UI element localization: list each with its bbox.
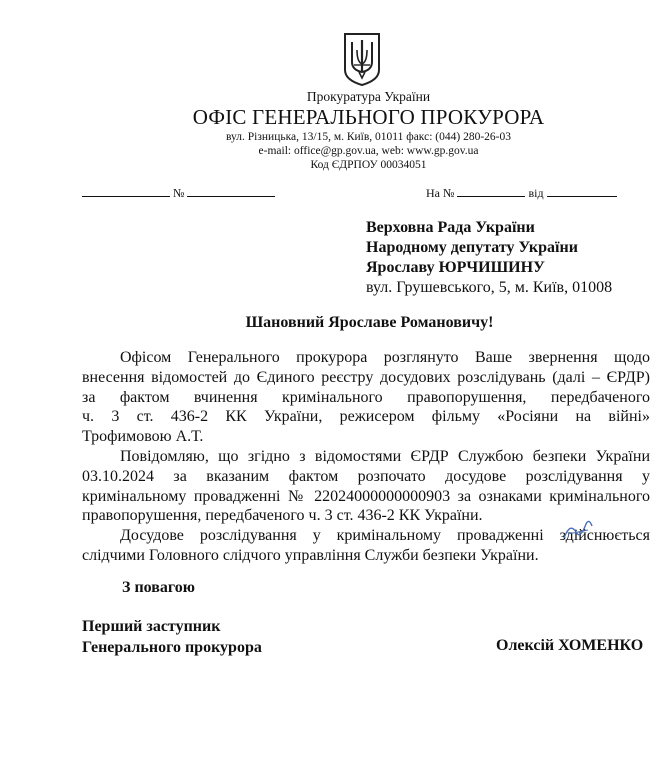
incoming-registration [426,185,617,201]
signer-position-line: Генерального прокурора [82,639,262,656]
paragraph-2 [82,447,650,526]
text-line: кримінальному провадженні № 22024000000000903 за ознаками кримінального [82,487,650,505]
addressee-line: Верховна Рада України [366,219,535,236]
greeting: Шановний Ярославе Романовичу! [245,314,494,331]
reply-prefix: На № [426,186,455,200]
addressee-line: Ярославу ЮРЧИШИНУ [366,259,545,276]
text-line: Трофимовою А.Т. [82,428,204,446]
text-line: Досудове розслідування у кримінальному провадженні здійснюється [120,527,650,545]
closing: З повагою [122,579,195,596]
text-line: внесення відомостей до Єдиного реєстру досудових розслідувань (далі – ЄРДР) [82,368,650,386]
outgoing-registration [82,185,275,201]
org-address: вул. Різницька, 13/15, м. Київ, 01011 факс: (044) 280-26-03 [226,131,511,143]
addressee-address: вул. Грушевського, 5, м. Київ, 01008 [366,279,613,296]
signer-position-line: Перший заступник [82,618,221,635]
org-title: ОФІС ГЕНЕРАЛЬНОГО ПРОКУРОРА [192,105,545,129]
text-line: за фактом вчинення кримінального правопорушення, передбаченого [82,388,650,406]
signer-position [82,616,262,658]
org-edrpou: Код ЄДРПОУ 00034051 [310,159,427,171]
signer-name: Олексій ХОМЕНКО [496,637,644,654]
outgoing-date-blank [82,185,170,197]
org-parent: Прокуратура України [306,89,431,104]
number-sign: № [173,186,185,200]
trident-coat-of-arms-icon [343,32,381,86]
addressee-block [366,218,612,298]
text-line: Повідомляю, що згідно з відомостями ЄРДР Службою безпеки України [120,447,650,465]
outgoing-number-blank [187,185,275,197]
text-line: правопорушення, передбаченого ч. 3 ст. 436-2 КК України. [82,507,483,525]
reply-date-blank [547,185,617,197]
reply-from: від [528,186,544,200]
text-line: ч. 3 ст. 436-2 КК України, режисером фільму «Росіяни на війні» [82,408,650,426]
text-line: Офісом Генерального прокурора розглянуто Ваше звернення щодо [120,349,650,366]
paragraph-1 [82,348,650,447]
text-line: слідчими Головного слідчого управління Служби безпеки України. [82,546,539,564]
org-contacts: e-mail: office@gp.gov.ua, web: www.gp.gov.ua [258,145,479,157]
text-line: 03.10.2024 за вказаним фактом розпочато досудове розслідування у [82,467,650,485]
addressee-line: Народному депутату України [366,239,578,256]
reply-number-blank [457,185,525,197]
digital-signature-mark-icon [560,516,596,544]
